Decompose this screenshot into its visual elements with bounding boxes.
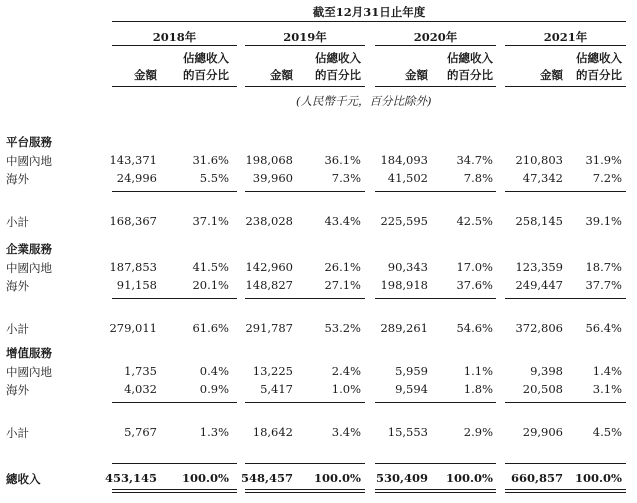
- year-rule: [505, 45, 626, 46]
- double-rule-bottom: [505, 492, 626, 493]
- subtotal-row-value: 54.6%: [456, 321, 493, 335]
- data-row-label: 中國內地: [6, 365, 52, 379]
- subtotal-rule: [505, 191, 626, 192]
- data-row-value: 47,342: [522, 171, 563, 185]
- data-row-value: 41,502: [387, 171, 428, 185]
- subtotal-row-value: 225,595: [380, 214, 428, 228]
- data-row-value: 0.4%: [199, 364, 229, 378]
- data-row-value: 9,398: [530, 364, 563, 378]
- data-row-value: 26.1%: [324, 260, 361, 274]
- units-note: (人民幣千元，百分比除外): [296, 94, 432, 108]
- total-rule: [245, 463, 365, 464]
- total-row-value: 660,857: [510, 471, 563, 485]
- year-rule: [245, 45, 365, 46]
- subtotal-rule: [505, 298, 626, 299]
- data-row-value: 37.6%: [456, 278, 493, 292]
- data-row-label: 中國內地: [6, 154, 52, 168]
- data-row-value: 41.5%: [192, 260, 229, 274]
- pct-column-header-line1: 佔總收入: [447, 51, 493, 65]
- subtotal-row-value: 1.3%: [199, 425, 229, 439]
- data-row-value: 34.7%: [456, 153, 493, 167]
- data-row-value: 1.4%: [592, 364, 622, 378]
- subtotal-row-value: 39.1%: [585, 214, 622, 228]
- subtotal-rule: [375, 191, 496, 192]
- data-row-value: 198,918: [380, 278, 428, 292]
- total-rule: [112, 463, 237, 464]
- data-row-value: 3.1%: [592, 382, 622, 396]
- column-header-rule: [375, 86, 496, 87]
- double-rule-top: [112, 489, 237, 490]
- subtotal-row-value: 18,642: [252, 425, 293, 439]
- pct-column-header-line1: 佔總收入: [576, 51, 622, 65]
- data-row-value: 2.4%: [331, 364, 361, 378]
- year-label: 2020年: [413, 30, 458, 44]
- subtotal-row-value: 238,028: [245, 214, 293, 228]
- data-row-value: 20.1%: [192, 278, 229, 292]
- data-row-value: 198,068: [245, 153, 293, 167]
- total-row-value: 100.0%: [446, 471, 493, 485]
- total-row-value: 100.0%: [182, 471, 229, 485]
- data-row-value: 5,959: [395, 364, 428, 378]
- total-row-value: 100.0%: [575, 471, 622, 485]
- pct-column-header-line2: 的百分比: [183, 68, 229, 82]
- data-row-label: 海外: [6, 172, 29, 186]
- double-rule-bottom: [375, 492, 496, 493]
- pct-column-header-line2: 的百分比: [315, 68, 361, 82]
- data-row-value: 20,508: [522, 382, 563, 396]
- subtotal-row-value: 258,145: [515, 214, 563, 228]
- data-row-value: 142,960: [245, 260, 293, 274]
- double-rule-top: [375, 489, 496, 490]
- data-row-value: 39,960: [252, 171, 293, 185]
- data-row-value: 18.7%: [585, 260, 622, 274]
- subtotal-row-label: 小計: [6, 215, 29, 229]
- subtotal-row-label: 小計: [6, 426, 29, 440]
- pct-column-header-line2: 的百分比: [447, 68, 493, 82]
- section-title: 平台服務: [6, 135, 52, 149]
- subtotal-row-value: 4.5%: [592, 425, 622, 439]
- data-row-value: 148,827: [245, 278, 293, 292]
- data-row-value: 17.0%: [456, 260, 493, 274]
- data-row-value: 123,359: [515, 260, 563, 274]
- double-rule-top: [505, 489, 626, 490]
- subtotal-rule: [245, 298, 365, 299]
- total-row-value: 453,145: [104, 471, 157, 485]
- section-title: 增值服務: [6, 346, 52, 360]
- amount-column-header: 金額: [270, 68, 293, 82]
- total-row-value: 100.0%: [314, 471, 361, 485]
- total-row-value: 530,409: [375, 471, 428, 485]
- subtotal-rule: [505, 402, 626, 403]
- subtotal-row-value: 43.4%: [324, 214, 361, 228]
- pct-column-header-line2: 的百分比: [576, 68, 622, 82]
- data-row-value: 249,447: [515, 278, 563, 292]
- data-row-value: 7.2%: [592, 171, 622, 185]
- subtotal-row-value: 279,011: [109, 321, 157, 335]
- section-title: 企業服務: [6, 242, 52, 256]
- data-row-label: 海外: [6, 383, 29, 397]
- data-row-label: 海外: [6, 279, 29, 293]
- subtotal-rule: [375, 298, 496, 299]
- subtotal-rule: [112, 298, 237, 299]
- period-title: 截至12月31日止年度: [312, 5, 426, 19]
- amount-column-header: 金額: [405, 68, 428, 82]
- subtotal-row-value: 2.9%: [463, 425, 493, 439]
- subtotal-row-value: 3.4%: [331, 425, 361, 439]
- amount-column-header: 金額: [134, 68, 157, 82]
- data-row-value: 13,225: [252, 364, 293, 378]
- data-row-value: 1.8%: [463, 382, 493, 396]
- data-row-value: 1.1%: [463, 364, 493, 378]
- data-row-value: 210,803: [515, 153, 563, 167]
- year-label: 2018年: [152, 30, 197, 44]
- subtotal-row-value: 5,767: [124, 425, 157, 439]
- data-row-value: 1.0%: [331, 382, 361, 396]
- subtotal-row-value: 42.5%: [456, 214, 493, 228]
- pct-column-header-line1: 佔總收入: [183, 51, 229, 65]
- data-row-value: 27.1%: [324, 278, 361, 292]
- subtotal-row-value: 29,906: [522, 425, 563, 439]
- double-rule-top: [245, 489, 365, 490]
- total-row-value: 548,457: [240, 471, 293, 485]
- year-rule: [112, 45, 237, 46]
- year-label: 2019年: [283, 30, 327, 44]
- total-row-label: 總收入: [6, 472, 41, 486]
- data-row-value: 90,343: [387, 260, 428, 274]
- data-row-value: 4,032: [124, 382, 157, 396]
- data-row-value: 7.8%: [463, 171, 493, 185]
- subtotal-rule: [245, 402, 365, 403]
- data-row-value: 1,735: [124, 364, 157, 378]
- subtotal-rule: [245, 191, 365, 192]
- subtotal-row-value: 291,787: [245, 321, 293, 335]
- data-row-value: 36.1%: [324, 153, 361, 167]
- subtotal-row-value: 289,261: [380, 321, 428, 335]
- subtotal-row-value: 53.2%: [324, 321, 361, 335]
- subtotal-row-value: 56.4%: [585, 321, 622, 335]
- column-header-rule: [245, 86, 365, 87]
- data-row-value: 31.6%: [192, 153, 229, 167]
- data-row-label: 中國內地: [6, 261, 52, 275]
- total-rule: [505, 463, 626, 464]
- subtotal-row-value: 168,367: [109, 214, 157, 228]
- data-row-value: 0.9%: [199, 382, 229, 396]
- total-rule: [375, 463, 496, 464]
- column-header-rule: [112, 86, 237, 87]
- year-label: 2021年: [543, 30, 588, 44]
- double-rule-bottom: [112, 492, 237, 493]
- data-row-value: 5,417: [260, 382, 293, 396]
- column-header-rule: [505, 86, 626, 87]
- data-row-value: 24,996: [116, 171, 157, 185]
- data-row-value: 187,853: [109, 260, 157, 274]
- pct-column-header-line1: 佔總收入: [315, 51, 361, 65]
- year-rule: [375, 45, 496, 46]
- double-rule-bottom: [245, 492, 365, 493]
- data-row-value: 9,594: [395, 382, 428, 396]
- data-row-value: 91,158: [116, 278, 157, 292]
- data-row-value: 143,371: [109, 153, 157, 167]
- subtotal-row-value: 61.6%: [192, 321, 229, 335]
- data-row-value: 7.3%: [331, 171, 361, 185]
- subtotal-row-value: 372,806: [515, 321, 563, 335]
- header-rule: [112, 21, 626, 22]
- subtotal-row-label: 小計: [6, 322, 29, 336]
- subtotal-row-value: 37.1%: [192, 214, 229, 228]
- subtotal-row-value: 15,553: [387, 425, 428, 439]
- subtotal-rule: [375, 402, 496, 403]
- data-row-value: 37.7%: [585, 278, 622, 292]
- data-row-value: 184,093: [380, 153, 428, 167]
- subtotal-rule: [112, 402, 237, 403]
- data-row-value: 5.5%: [199, 171, 229, 185]
- amount-column-header: 金額: [540, 68, 563, 82]
- data-row-value: 31.9%: [585, 153, 622, 167]
- subtotal-rule: [112, 191, 237, 192]
